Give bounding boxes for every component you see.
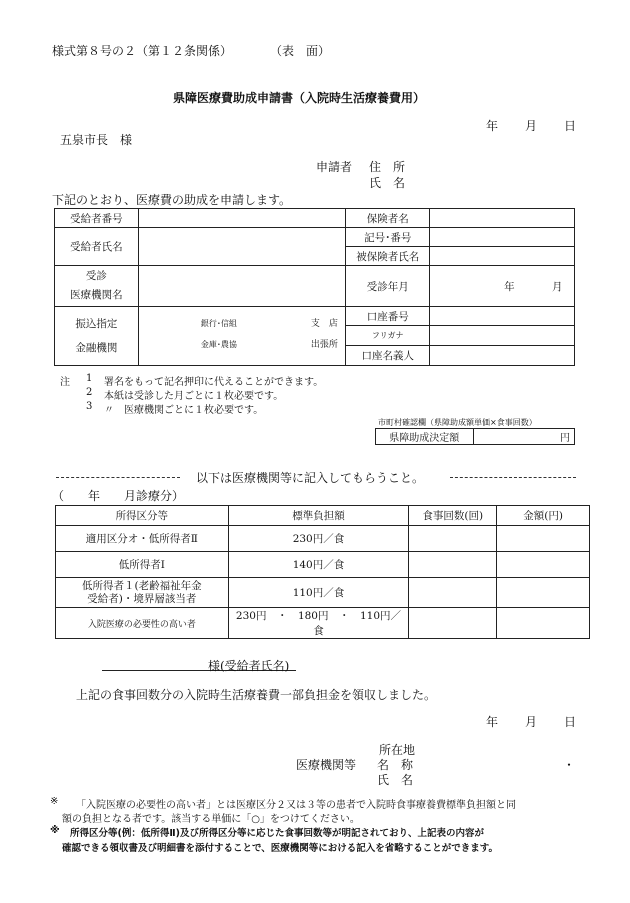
institution-label: 医療機関等	[296, 758, 357, 772]
form-number: 様式第８号の２（第１２条関係）	[52, 44, 233, 58]
hospital-label-line-2: 医療機関名	[70, 289, 123, 301]
meal-count-field[interactable]	[409, 552, 497, 578]
note-text: 本紙は受診した月ごとに１枚必要です。	[104, 391, 284, 402]
symbol-number-label: 記号･番号	[346, 228, 430, 247]
table-row	[56, 578, 590, 608]
account-holder-label: 口座名義人	[346, 345, 430, 365]
applicant-label: 申請者	[316, 160, 353, 174]
receipt-statement: 上記の食事回数分の入院時生活療養費一部負担金を領収しました。	[76, 688, 437, 702]
header-date-year: 年	[486, 119, 499, 133]
visit-month-field[interactable]	[430, 266, 575, 307]
divider-left	[56, 477, 180, 478]
meal-count-field[interactable]	[409, 526, 497, 552]
bank-label-line-1: 振込指定	[75, 318, 118, 330]
note-number: 2	[86, 387, 93, 398]
branch-type-1: 支 店	[310, 319, 338, 329]
bank-type-1: 銀行･信組	[200, 319, 237, 328]
municipal-amount-field[interactable]	[473, 429, 575, 445]
standard-amount: 110円／食	[228, 578, 409, 608]
address-label: 住 所	[369, 160, 406, 174]
intro-text: 下記のとおり、医療費の助成を申請します。	[52, 193, 292, 207]
account-number-field[interactable]	[430, 307, 575, 326]
bank-name-field[interactable]	[138, 307, 345, 366]
furigana-label: フリガナ	[346, 326, 430, 345]
column-header: 所得区分等	[56, 506, 229, 526]
receipt-year: 年	[486, 715, 499, 729]
insurer-name-field[interactable]	[430, 209, 575, 228]
amount-field[interactable]	[497, 552, 590, 578]
meal-count-field[interactable]	[409, 608, 497, 639]
income-category: 適用区分オ・低所得者Ⅱ	[56, 526, 229, 552]
section-divider-text: 以下は医療機関等に記入してもらうこと。	[196, 471, 425, 485]
meal-table	[55, 505, 590, 639]
application-table	[54, 208, 575, 366]
receipt-month: 月	[525, 715, 538, 729]
income-category: 入院医療の必要性の高い者	[56, 608, 229, 639]
receipt-day: 日	[564, 715, 577, 729]
recipient-name-field[interactable]	[138, 228, 345, 266]
visit-month-label: 受診年月	[346, 266, 430, 307]
insurer-name-label: 保険者名	[346, 209, 430, 228]
income-category-line-1: 低所得者１(老齢福祉年金	[82, 579, 202, 592]
footnote-2-line-1: 所得区分等(例：低所得Ⅱ)及び所得区分等に応じた食事回数等が明記されており、上記表の内容が	[70, 828, 484, 839]
standard-amount: 230円／食	[228, 526, 409, 552]
column-header: 標準負担額	[228, 506, 409, 526]
table-row	[56, 526, 590, 552]
side-label: （表 面）	[270, 44, 331, 58]
recipient-number-field[interactable]	[138, 209, 345, 228]
divider-right	[450, 477, 576, 478]
amount-field[interactable]	[497, 526, 590, 552]
standard-amount: 140円／食	[228, 552, 409, 578]
note-text: 署名をもって記名押印に代えることができます。	[104, 377, 324, 388]
hospital-label-line-1: 受診	[85, 270, 107, 282]
municipal-box	[375, 428, 575, 445]
income-category: 低所得者Ⅰ	[56, 552, 229, 578]
hospital-name-field[interactable]	[138, 266, 345, 307]
recipient-suffix: 様(受給者氏名)	[208, 659, 290, 673]
header-date-day: 日	[564, 119, 577, 133]
furigana-field[interactable]	[430, 326, 575, 345]
bank-label-line-2: 金融機関	[75, 342, 118, 354]
branch-type-2: 出張所	[310, 340, 338, 350]
bank-type-2: 金庫･農協	[200, 340, 237, 349]
municipal-unit: 円	[560, 433, 570, 444]
income-category-line-2: 受給者)・境界層該当者	[87, 592, 197, 605]
period-label: （ 年 月診療分）	[52, 489, 185, 503]
footnote-1-line-2: 額の負担となる者です。該当する単価に「○」をつけてください。	[62, 814, 360, 825]
municipal-label: 県障助成決定額	[376, 429, 474, 445]
table-row	[56, 608, 590, 639]
location-label: 所在地	[379, 743, 416, 757]
addressee: 五泉市長 様	[60, 133, 133, 147]
amount-field[interactable]	[497, 578, 590, 608]
applicant-name-label: 氏 名	[369, 176, 406, 190]
footnote-1-mark: ※	[50, 796, 59, 807]
institution-name-label: 名 称	[377, 758, 414, 772]
visit-year-unit: 年	[504, 280, 515, 293]
page-title: 県障医療費助成申請書（入院時生活療養費用）	[173, 91, 426, 105]
footnote-2-mark: ※	[50, 825, 60, 836]
seal-dot: ・	[563, 758, 576, 772]
hospital-label	[55, 266, 139, 307]
income-category	[56, 578, 229, 608]
column-header: 金額(円)	[497, 506, 590, 526]
municipal-caption: 市町村確認欄（県障助成額単価×食事回数）	[378, 418, 537, 427]
note-text: 〃 医療機関ごとに１枚必要です。	[104, 405, 264, 416]
institution-person-label: 氏 名	[377, 773, 414, 787]
recipient-number-label: 受給者番号	[55, 209, 139, 228]
account-number-label: 口座番号	[346, 307, 430, 326]
footnote-1-line-1: 「入院医療の必要性の高い者」とは医療区分２又は３等の患者で入院時食事療養費標準負担額と同	[76, 800, 516, 811]
symbol-number-field[interactable]	[430, 228, 575, 247]
bank-label	[55, 307, 139, 366]
visit-month-unit: 月	[551, 280, 563, 293]
insured-name-field[interactable]	[430, 247, 575, 266]
meal-count-field[interactable]	[409, 578, 497, 608]
footnote-2-line-2: 確認できる領収書及び明細書を添付することで、医療機関等における記入を省略することができます。	[62, 843, 499, 854]
account-holder-field[interactable]	[430, 345, 575, 365]
amount-field[interactable]	[497, 608, 590, 639]
header-date-month: 月	[525, 119, 538, 133]
note-number: 1	[86, 373, 93, 384]
column-header: 食事回数(回)	[409, 506, 497, 526]
notes-lead: 注	[60, 377, 70, 388]
standard-amount: 230円 ・ 180円 ・ 110円／食	[228, 608, 409, 639]
insured-name-label: 被保険者氏名	[346, 247, 430, 266]
recipient-name-label: 受給者氏名	[55, 228, 139, 266]
note-number: 3	[86, 401, 93, 412]
table-row	[56, 552, 590, 578]
